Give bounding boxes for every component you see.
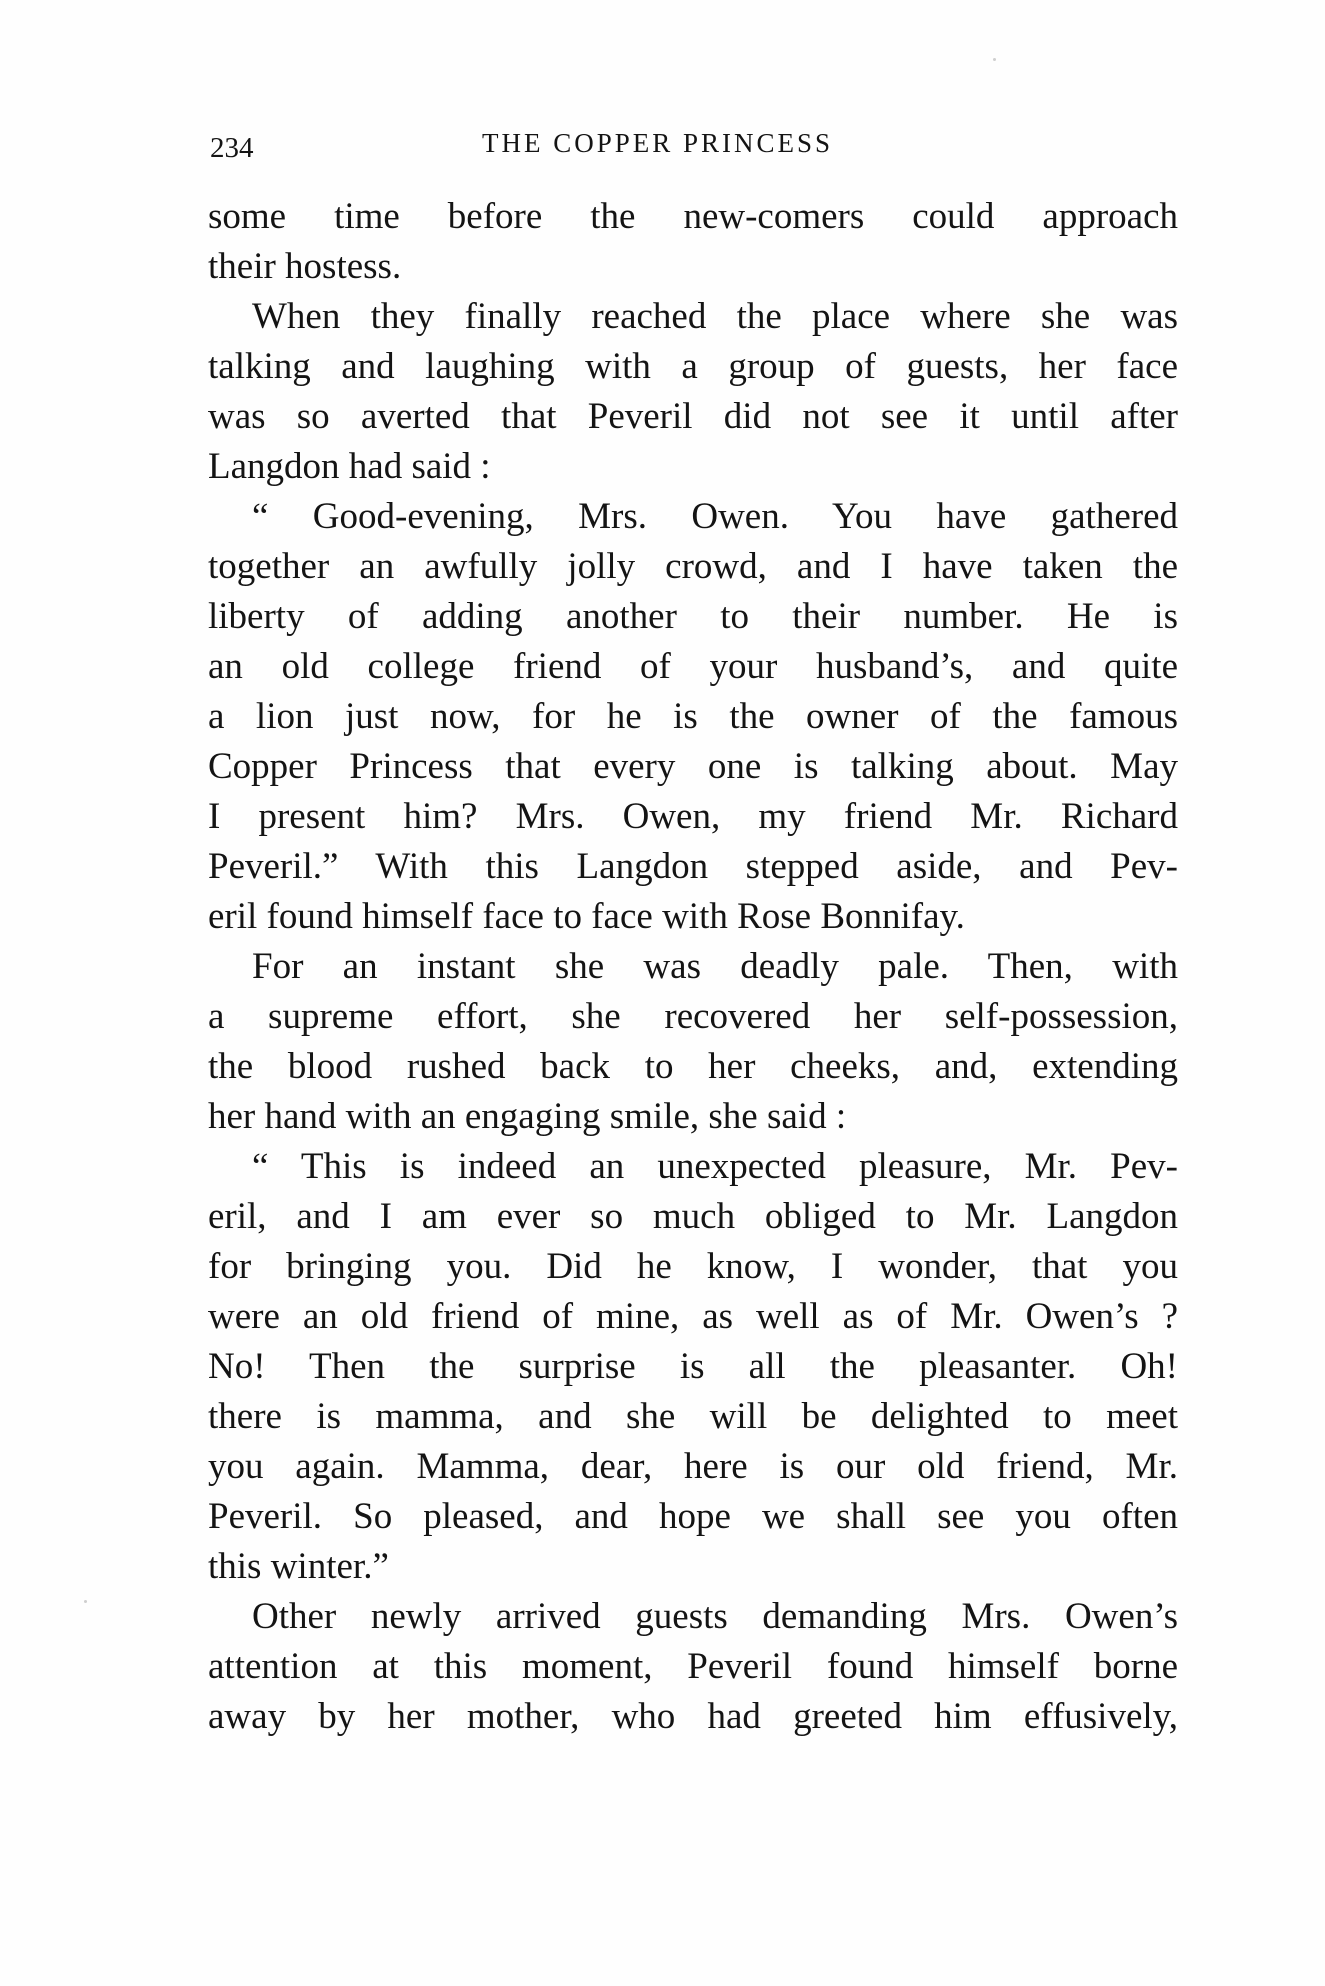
text-line: this winter.” (208, 1546, 389, 1587)
text-line: Peveril. So pleased, and hope we shall see you often (208, 1496, 1178, 1537)
text-line: No! Then the surprise is all the pleasanter. Oh! (208, 1346, 1178, 1387)
text-line: the blood rushed back to her cheeks, and, extending (208, 1046, 1178, 1087)
text-line: Copper Princess that every one is talking about. May (208, 746, 1178, 787)
text-line: her hand with an engaging smile, she said : (208, 1096, 847, 1137)
text-line: together an awfully jolly crowd, and I have taken the (208, 546, 1178, 587)
paper-speck (993, 58, 996, 61)
text-line: When they finally reached the place where she was (252, 296, 1178, 337)
text-line: was so averted that Peveril did not see it until after (208, 396, 1178, 437)
paper-speck (84, 1600, 87, 1603)
text-line: a supreme effort, she recovered her self-possession, (208, 996, 1178, 1037)
text-line: there is mamma, and she will be delighted to meet (208, 1396, 1178, 1437)
running-title: THE COPPER PRINCESS (482, 128, 834, 158)
text-line: away by her mother, who had greeted him effusively, (208, 1696, 1178, 1737)
text-line: “ Good-evening, Mrs. Owen. You have gathered (252, 496, 1178, 537)
text-line: eril found himself face to face with Rose Bonnifay. (208, 896, 965, 937)
text-line: For an instant she was deadly pale. Then, with (252, 946, 1178, 987)
text-line: some time before the new-comers could approach (208, 196, 1178, 237)
text-line: “ This is indeed an unexpected pleasure, Mr. Pev- (252, 1146, 1178, 1187)
text-line: liberty of adding another to their number. He is (208, 596, 1178, 637)
text-line: I present him? Mrs. Owen, my friend Mr. Richard (208, 796, 1178, 837)
text-line: Peveril.” With this Langdon stepped aside, and Pev- (208, 846, 1178, 887)
text-line: Other newly arrived guests demanding Mrs. Owen’s (252, 1596, 1178, 1637)
page-number: 234 (210, 132, 254, 164)
text-line: an old college friend of your husband’s, and quite (208, 646, 1178, 687)
text-line: their hostess. (208, 246, 402, 287)
text-line: a lion just now, for he is the owner of the famous (208, 696, 1178, 737)
text-line: you again. Mamma, dear, here is our old friend, Mr. (208, 1446, 1178, 1487)
running-header (210, 128, 900, 168)
text-line: attention at this moment, Peveril found himself borne (208, 1646, 1178, 1687)
text-line: eril, and I am ever so much obliged to Mr. Langdon (208, 1196, 1178, 1237)
text-line: for bringing you. Did he know, I wonder, that you (208, 1246, 1178, 1287)
text-line: were an old friend of mine, as well as of Mr. Owen’s ? (208, 1296, 1178, 1337)
body-text (208, 192, 1178, 1742)
text-line: talking and laughing with a group of guests, her face (208, 346, 1178, 387)
text-line: Langdon had said : (208, 446, 491, 487)
